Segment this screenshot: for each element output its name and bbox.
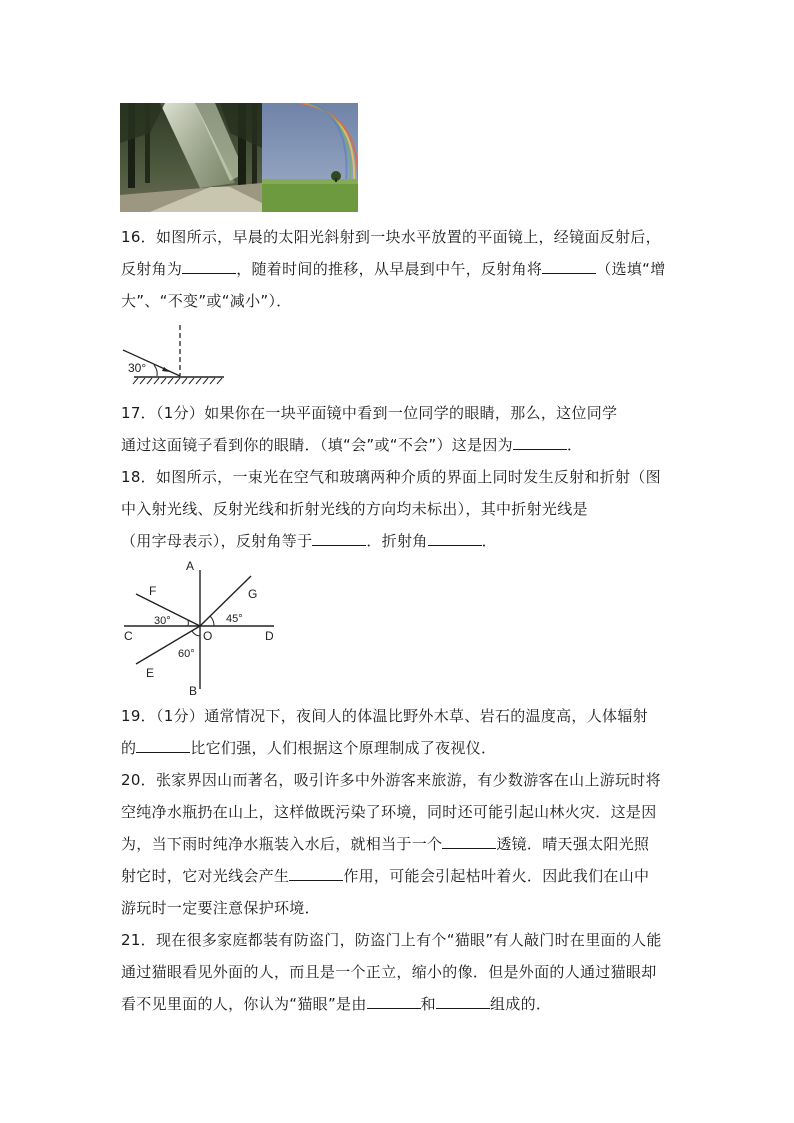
mirror-hatching [133, 378, 222, 384]
angle-arc-45 [210, 616, 214, 626]
q17-line-2 [121, 435, 582, 455]
q21-text: 看不见里面的人，你认为“猫眼”是由 [121, 995, 367, 1013]
q20-blank-1[interactable] [442, 834, 496, 849]
q16-text: 反射角为 [121, 260, 183, 278]
q18-blank-1[interactable] [312, 531, 366, 546]
q16-text: ，随着时间的推移，从早晨到中午，反射角将 [236, 260, 543, 278]
mirror-reflection-diagram [120, 323, 226, 387]
forest-sunbeam-photo [120, 103, 262, 212]
label-D: D [265, 629, 274, 643]
q21-text: 和 [420, 995, 436, 1013]
q20-text: 透镜．晴天强太阳光照 [496, 835, 650, 853]
q21-blank-1[interactable] [367, 994, 421, 1009]
q18-text: ． [481, 532, 497, 550]
q18-line-3 [121, 531, 497, 551]
q21-line-2: 通过猫眼看见外面的人，而且是一个正立，缩小的像．但是外面的人通过猫眼却 [121, 963, 657, 981]
q17-text: 通过这面镜子看到你的眼睛．（填“会”或“不会”）这是因为 [121, 436, 513, 454]
q20-text: 射它时，它对光线会产生 [121, 867, 290, 885]
q16-line-3: 大”、“不变”或“减小”）． [121, 292, 292, 310]
q19-text: 的 [121, 739, 137, 757]
q19-blank-1[interactable] [136, 738, 190, 753]
angle-label-30: 30° [128, 361, 147, 375]
q16-line-2 [121, 259, 666, 279]
q21-line-1: 21．现在很多家庭都装有防盗门，防盗门上有个“猫眼”有人敲门时在里面的人能 [121, 931, 662, 949]
angle-arc [154, 365, 157, 376]
label-E: E [146, 666, 155, 680]
q16-line-1: 16．如图所示，早晨的太阳光斜射到一块水平放置的平面镜上，经镜面反射后， [121, 228, 661, 246]
q18-line-2: 中入射光线、反射光线和折射光线的方向均未标出），其中折射光线是 [121, 500, 588, 518]
q17-line-1: 17．（1分）如果你在一块平面镜中看到一位同学的眼睛，那么，这位同学 [121, 404, 618, 422]
q20-line-4 [121, 866, 649, 886]
q21-line-3 [121, 994, 551, 1014]
q19-line-2 [121, 738, 496, 758]
angle-label-30: 30° [154, 615, 171, 627]
label-O: O [203, 629, 213, 643]
angle-label-45: 45° [226, 613, 243, 625]
refraction-diagram [118, 556, 280, 696]
q20-text: 为，当下雨时纯净水瓶装入水后，就相当于一个 [121, 835, 443, 853]
q17-blank-1[interactable] [513, 435, 567, 450]
q19-text: 比它们强，人们根据这个原理制成了夜视仪． [190, 739, 497, 757]
q18-blank-2[interactable] [428, 531, 482, 546]
q16-text: （选填“增 [596, 260, 666, 278]
q16-blank-2[interactable] [542, 259, 596, 274]
q17-text: ． [567, 436, 583, 454]
label-F: F [149, 584, 157, 598]
q20-line-5: 游玩时一定要注意保护环境． [121, 899, 320, 917]
q19-line-1: 19．（1分）通常情况下，夜间人的体温比野外木草、岩石的温度高，人体辐射 [121, 707, 648, 725]
label-A: A [186, 559, 195, 573]
q18-text: （用字母表示），反射角等于 [121, 532, 313, 550]
q20-text: 作用，可能会引起枯叶着火．因此我们在山中 [343, 867, 650, 885]
angle-arc-60 [192, 631, 200, 636]
q21-text: 组成的． [489, 995, 552, 1013]
label-C: C [124, 629, 133, 643]
label-G: G [248, 587, 258, 601]
q18-text: ．折射角 [366, 532, 428, 550]
q16-blank-1[interactable] [182, 259, 236, 274]
rainbow-photo [262, 103, 358, 212]
photo-row [120, 103, 358, 212]
q20-blank-2[interactable] [289, 866, 343, 881]
q18-line-1: 18．如图所示，一束光在空气和玻璃两种介质的界面上同时发生反射和折射（图 [121, 468, 661, 486]
angle-label-60: 60° [178, 648, 195, 660]
q20-line-3 [121, 834, 649, 854]
label-B: B [189, 684, 198, 696]
q21-blank-2[interactable] [436, 994, 490, 1009]
q20-line-2: 空纯净水瓶扔在山上，这样做既污染了环境，同时还可能引起山林火灾．这是因 [121, 803, 657, 821]
q20-line-1: 20．张家界因山而著名，吸引许多中外游客来旅游，有少数游客在山上游玩时将 [121, 771, 661, 789]
